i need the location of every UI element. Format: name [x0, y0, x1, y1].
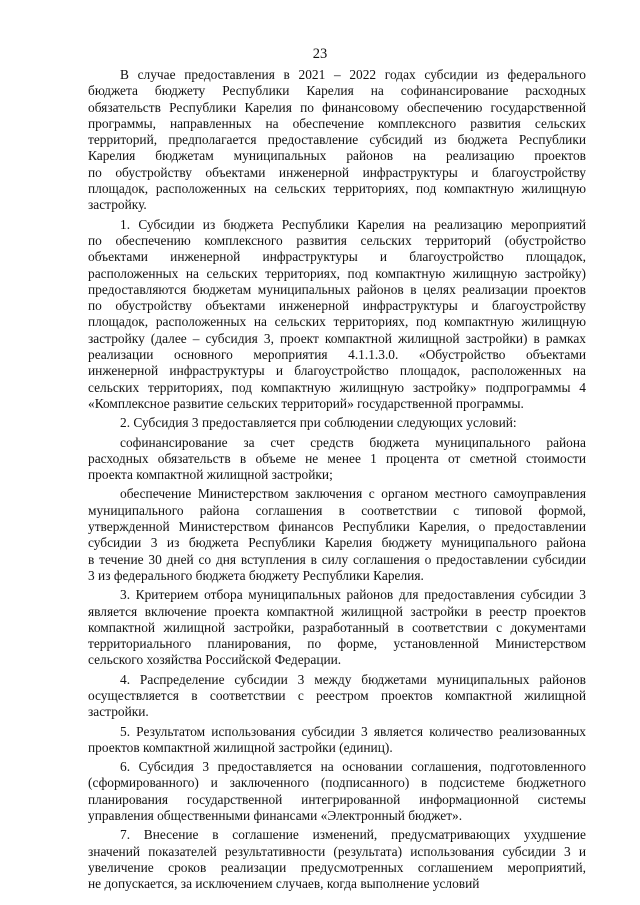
text-line: 3 из федерального бюджета бюджету Республики Карелия.	[88, 567, 424, 583]
text-line: по обеспечению комплексного развития сельских территорий (обустройство	[88, 232, 586, 248]
text-line: объектами инженерной инфраструктуры и благоустройство площадок,	[88, 249, 586, 265]
text-line: 1. Субсидии из бюджета Республики Карелия на реализацию мероприятий	[120, 216, 586, 232]
text-line: 2. Субсидия 3 предоставляется при соблюдении следующих условий:	[120, 415, 517, 431]
text-line: увеличение сроков реализации предусмотренных соглашением мероприятий,	[88, 859, 586, 875]
text-line: территорий, предполагается предоставление субсидий из бюджета Республики	[88, 132, 586, 148]
text-line: программы, направленных на обеспечение комплексного развития сельских	[88, 115, 586, 131]
text-line: расположенных на сельских территориях, под компактную жилищную застройку)	[88, 265, 586, 281]
text-line: 5. Результатом использования субсидии 3 является количество реализованных	[120, 723, 586, 739]
paragraph	[88, 827, 586, 892]
text-line: является включение проекта компактной жилищной застройки в реестр проектов	[88, 603, 586, 619]
text-line: софинансирование за счет средств бюджета муниципального района	[120, 434, 586, 450]
text-line: проекта компактной жилищной застройки;	[88, 467, 333, 483]
page-number: 23	[312, 46, 328, 62]
text-line: площадок, расположенных на сельских территориях, под компактную жилищную	[88, 314, 586, 330]
text-line: 3. Критерием отбора муниципальных районов для предоставления субсидии 3	[120, 587, 586, 603]
paragraph	[88, 435, 586, 484]
text-line: бюджета бюджету Республики Карелия на софинансирование расходных	[88, 83, 586, 99]
paragraph	[88, 415, 586, 431]
text-line: по обустройству объектами инженерной инфраструктуры и благоустройству	[88, 164, 586, 180]
text-line: обязательств Республики Карелия по финансовому обеспечению государственной	[88, 99, 586, 115]
text-line: инженерной инфраструктуры и благоустройство площадок, расположенных на	[88, 363, 586, 379]
text-line: реализации основного мероприятия 4.1.1.3.0. «Обустройство объектами	[88, 347, 586, 363]
text-line: утвержденной Министерством финансов Республики Карелия, о предоставлении	[88, 519, 586, 535]
text-line: планирования государственной интегрированной информационной системы	[88, 791, 586, 807]
text-line: Карелия бюджетам муниципальных районов на реализацию проектов	[88, 148, 586, 164]
text-line: проектов компактной жилищной застройки (единиц).	[88, 739, 393, 755]
text-line: сельских территориях, под компактную жилищную застройку» подпрограммы 4	[88, 379, 586, 395]
text-line: (сформированного) и заключенного (подписанного) в подсистеме бюджетного	[88, 775, 586, 791]
paragraph	[88, 67, 586, 214]
text-line: управления общественными финансами «Электронный бюджет».	[88, 808, 463, 824]
text-line: обеспечение Министерством заключения с органом местного самоуправления	[120, 486, 586, 502]
text-line: не допускается, за исключением случаев, когда выполнение условий	[88, 876, 480, 892]
text-line: застройку (далее – субсидия 3, проект компактной жилищной застройки) в рамках	[88, 330, 586, 346]
text-line: по обустройству объектами инженерной инфраструктуры и благоустройству	[88, 298, 586, 314]
text-line: площадок, расположенных на сельских территориях, под компактную жилищную	[88, 181, 586, 197]
text-line: 6. Субсидия 3 предоставляется на основании соглашения, подготовленного	[120, 759, 586, 775]
text-line: территориального планирования, по форме, установленной Министерством	[88, 636, 586, 652]
text-line: 4. Распределение субсидии 3 между бюджетами муниципальных районов	[120, 671, 586, 687]
text-line: В случае предоставления в 2021 – 2022 годах субсидии из федерального	[120, 67, 586, 82]
text-line: застройки.	[88, 704, 149, 720]
text-line: в течение 30 дней со дня вступления в силу соглашения о предоставлении субсидии	[88, 551, 586, 567]
text-line: расходных обязательств в объеме не менее 1 процента от сметной стоимости	[88, 450, 586, 466]
paragraph	[88, 217, 586, 413]
paragraph	[88, 724, 586, 757]
text-line: «Комплексное развитие сельских территорий» государственной программы.	[88, 395, 524, 411]
text-line: компактной жилищной застройки, разработанный в соответствии с документами	[88, 619, 586, 635]
paragraph	[88, 759, 586, 824]
paragraph	[88, 672, 586, 721]
text-line: осуществляется в соответствии с реестром проектов компактной жилищной	[88, 687, 586, 703]
text-line: муниципального района соглашения в соответствии с типовой формой,	[88, 502, 586, 518]
text-line: сельского хозяйства Российской Федерации.	[88, 652, 342, 668]
text-line: застройку.	[88, 197, 147, 213]
document-body	[88, 67, 586, 896]
text-line: предоставляются бюджетам муниципальных районов в целях реализации проектов	[88, 281, 586, 297]
text-line: значений показателей результативности (результата) использования субсидии 3 и	[88, 843, 586, 859]
text-line: субсидии 3 из бюджета Республики Карелия бюджету муниципального района	[88, 535, 586, 551]
paragraph	[88, 486, 586, 584]
text-line: 7. Внесение в соглашение изменений, предусматривающих ухудшение	[120, 827, 586, 843]
paragraph	[88, 587, 586, 668]
